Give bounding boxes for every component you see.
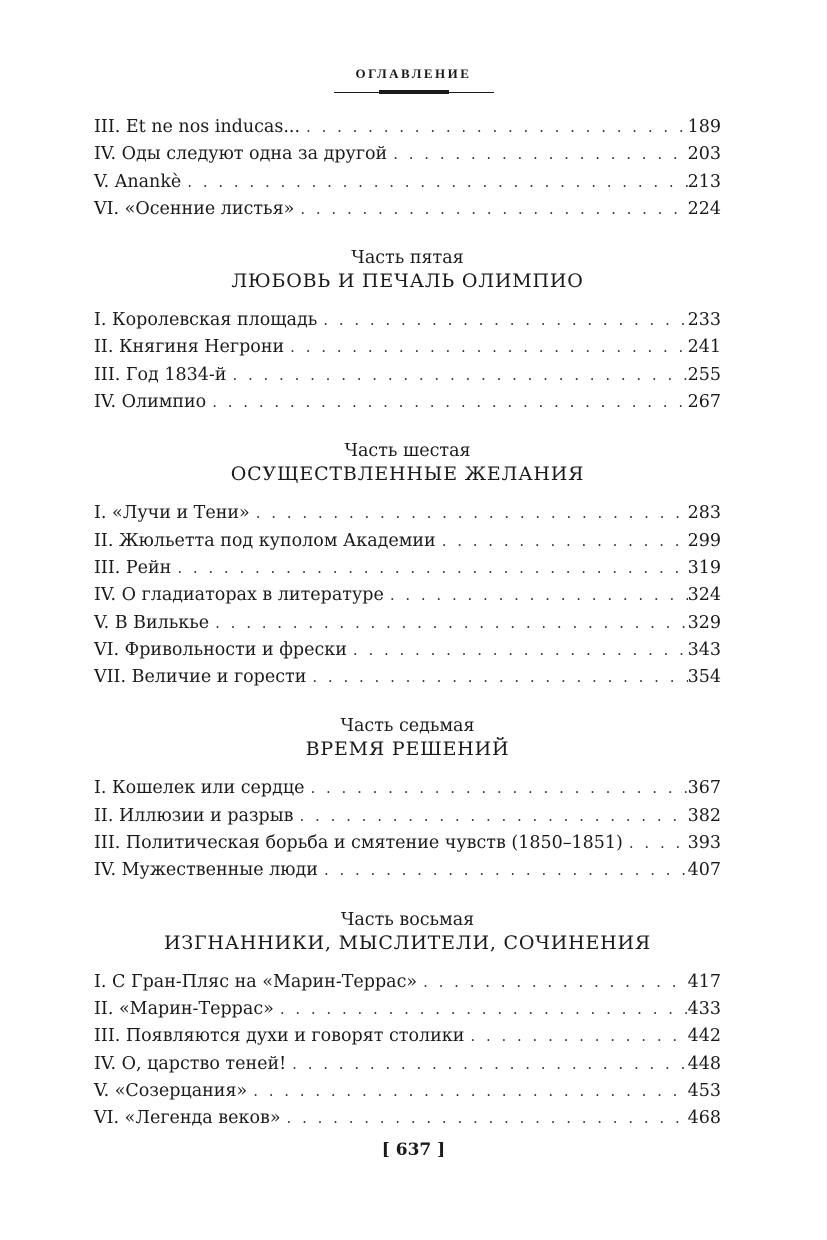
toc-entry-title: VII. Величие и горести [94,667,307,688]
toc-leader-dots [423,969,687,996]
toc-entry-title: III. Et ne nos inducas... [94,117,301,137]
part-label: Часть шестая [344,441,471,462]
toc-leader-dots [470,1023,687,1050]
toc-leader-dots [324,857,688,884]
toc-entry-page: 267 [687,392,721,413]
toc-entry [94,969,721,996]
toc-entry-page: 343 [687,639,721,660]
toc-entry [94,196,721,223]
toc-leader-dots [442,528,688,555]
toc-entry-title: VI. Фривольности и фрески [94,639,347,660]
toc-entry [94,1078,721,1105]
part-label: Часть седьмая [340,716,475,737]
toc-entry-page: 329 [687,612,721,633]
toc-leader-dots [215,610,687,637]
part-label: Часть пятая [351,248,464,269]
toc-entry-title: IV. Оды следуют одна за другой [94,144,388,165]
toc-leader-dots [629,830,688,857]
toc-entry [94,830,721,857]
toc-leader-dots [290,334,687,361]
toc-entry-title: V. Anankè [94,171,182,192]
toc-entry [94,610,721,637]
toc-entry-title: III. Появляются духи и говорят столики [94,1026,465,1047]
section-spacer [94,416,721,440]
toc-entry-page: 319 [687,557,721,578]
toc-entry-page: 442 [687,1026,721,1047]
toc-entry [94,1051,721,1078]
toc-leader-dots [256,500,688,527]
toc-leader-dots [323,307,687,334]
section-spacer [94,293,721,307]
part-name: ОСУЩЕСТВЛЕННЫЕ ЖЕЛАНИЯ [230,463,585,486]
toc-entry [94,857,721,884]
toc-leader-dots [287,1105,688,1132]
toc-entry-page: 448 [687,1053,721,1074]
toc-entry [94,389,721,416]
toc-entry-title: IV. О гладиаторах в литературе [94,585,384,606]
toc-entry-title: IV. Мужественные люди [94,860,318,881]
toc-leader-dots [312,664,687,691]
toc-entry-page: 299 [687,530,721,551]
part-name: ЛЮБОВЬ И ПЕЧАЛЬ ОЛИМПИО [231,270,584,293]
toc-entry [94,775,721,802]
part-heading [94,715,721,761]
toc-entry-page: 283 [687,503,721,524]
toc-leader-dots [300,803,688,830]
toc-leader-dots [292,1051,687,1078]
section-spacer [94,955,721,969]
toc-entry-title: III. Политическая борьба и смятение чувств (1850–1851) [94,833,623,854]
toc-entry [94,500,721,527]
toc-leader-dots [393,141,687,168]
toc-entry-page: 203 [687,144,721,165]
toc-entry-title: IV. О, царство теней! [94,1053,287,1074]
toc-leader-dots [300,196,687,223]
toc-entry [94,169,721,196]
table-of-contents [94,114,721,1132]
toc-entry-page: 241 [687,337,721,358]
toc-entry [94,996,721,1023]
page-number: [ 637 ] [381,1140,446,1160]
toc-entry-title: II. Иллюзии и разрыв [94,805,294,826]
toc-entry-title: IV. Олимпио [94,392,207,413]
toc-entry-page: 468 [687,1108,721,1129]
toc-entry-title: III. Год 1834-й [94,364,227,385]
toc-entry-page: 233 [687,310,721,331]
toc-entry-title: VI. «Легенда веков» [94,1108,281,1129]
toc-entry-title: V. «Созерцания» [94,1080,248,1101]
toc-entry-page: 324 [687,585,721,606]
toc-leader-dots [232,362,687,389]
toc-leader-dots [310,775,687,802]
part-label: Часть восьмая [340,909,475,930]
toc-entry [94,141,721,168]
header-title: ОГЛАВЛЕНИЕ [355,66,472,81]
toc-entry-title: I. С Гран-Пляс на «Марин-Террас» [94,971,418,992]
toc-entry-title: V. В Вилькье [94,612,210,633]
toc-entry-title: II. «Марин-Террас» [94,998,274,1019]
toc-entry [94,803,721,830]
section-spacer [94,486,721,500]
toc-entry [94,114,721,141]
toc-leader-dots [187,169,687,196]
toc-entry [94,362,721,389]
toc-entry [94,528,721,555]
running-header [0,66,827,98]
toc-entry-page: 382 [687,805,721,826]
toc-leader-dots [306,114,688,141]
section-spacer [94,885,721,909]
section-spacer [94,691,721,715]
toc-entry-page: 393 [687,833,721,854]
toc-entry-page: 354 [687,667,721,688]
toc-entry-page: 453 [687,1080,721,1101]
part-heading [94,440,721,486]
toc-entry-title: I. Королевская площадь [94,310,318,331]
header-rule [334,88,494,98]
toc-entry-title: III. Рейн [94,557,172,578]
toc-entry-title: II. Княгиня Негрони [94,337,285,358]
section-spacer [94,761,721,775]
toc-entry [94,637,721,664]
part-heading [94,909,721,955]
toc-entry-page: 189 [687,117,721,137]
toc-entry [94,334,721,361]
toc-leader-dots [353,637,688,664]
toc-leader-dots [177,555,687,582]
part-heading [94,247,721,293]
toc-leader-dots [390,582,688,609]
toc-leader-dots [212,389,687,416]
toc-entry-page: 417 [687,971,721,992]
toc-entry-page: 224 [687,198,721,219]
toc-leader-dots [253,1078,687,1105]
toc-entry [94,1105,721,1132]
toc-entry-title: VI. «Осенние листья» [94,198,295,219]
header-rule-thick [379,90,449,94]
toc-entry-page: 255 [687,364,721,385]
toc-leader-dots [280,996,688,1023]
toc-entry [94,1023,721,1050]
toc-entry-page: 367 [687,778,721,799]
toc-entry-title: I. «Лучи и Тени» [94,503,250,524]
part-name: ВРЕМЯ РЕШЕНИЙ [305,738,510,761]
toc-entry [94,307,721,334]
toc-entry [94,664,721,691]
section-spacer [94,223,721,247]
toc-entry-page: 213 [687,171,721,192]
toc-entry-title: II. Жюльетта под куполом Академии [94,530,436,551]
toc-entry-page: 433 [687,998,721,1019]
toc-entry [94,555,721,582]
toc-entry-page: 407 [687,860,721,881]
toc-entry-title: I. Кошелек или сердце [94,778,305,799]
part-name: ИЗГНАННИКИ, МЫСЛИТЕЛИ, СОЧИНЕНИЯ [163,931,652,954]
toc-entry [94,582,721,609]
